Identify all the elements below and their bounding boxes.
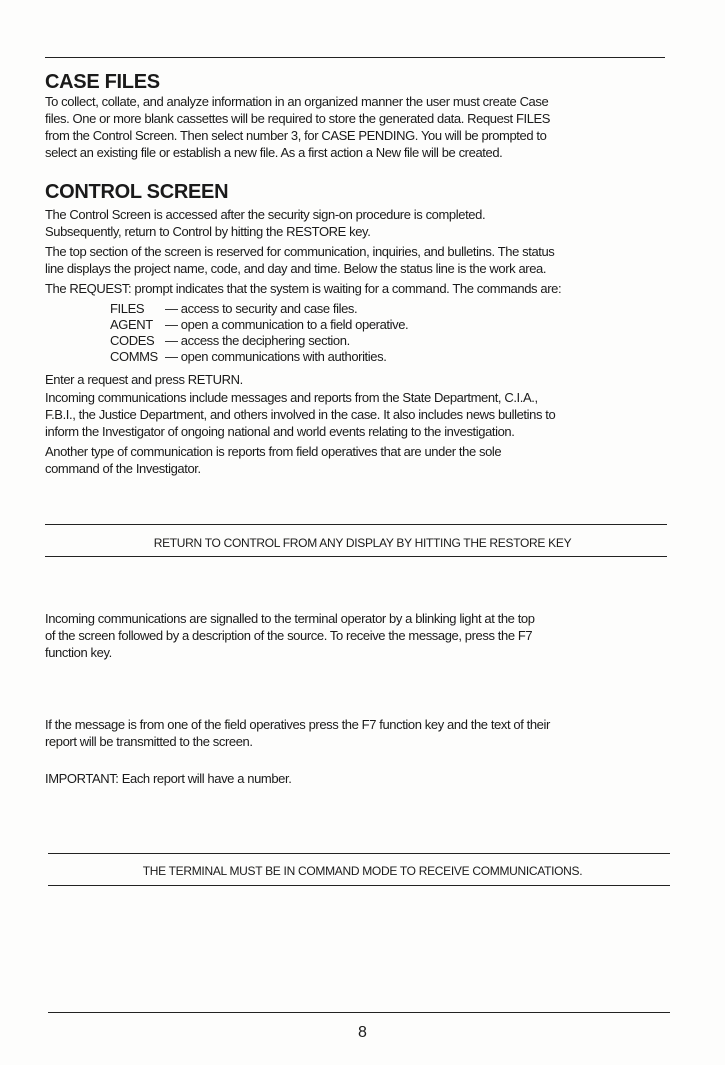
case-files-body: To collect, collate, and analyze information in an organized manner the user must create Case files. One or more blank cassettes will be required to store the generated data. Request FILES from the Control Screen. Then select number 3, for CASE PENDING. You will be prompted to select an existing file or establish a new file. As a first action a New file will be created. — [45, 94, 551, 160]
command-name: FILES — [110, 301, 145, 316]
bottom-rule — [48, 1012, 670, 1013]
command-desc: — access to security and case files. — [165, 301, 358, 316]
control-screen-para-4: Enter a request and press RETURN. — [45, 372, 243, 387]
command-desc: — access the deciphering section. — [165, 333, 350, 348]
command-desc: — open communications with authorities. — [165, 349, 387, 364]
control-screen-heading: CONTROL SCREEN — [45, 181, 229, 203]
page-number: 8 — [358, 1024, 367, 1041]
incoming-para-2: If the message is from one of the field operatives press the F7 function key and the text of their report will be transmitted to the screen. — [45, 717, 550, 749]
command-name: AGENT — [110, 317, 153, 332]
command-name: COMMS — [110, 349, 158, 364]
restore-key-banner: RETURN TO CONTROL FROM ANY DISPLAY BY HITTING THE RESTORE KEY — [153, 536, 572, 550]
command-desc: — open a communication to a field operative. — [165, 317, 409, 332]
command-row-comms — [110, 348, 386, 365]
command-banner-bottom-rule — [48, 885, 670, 886]
control-screen-para-1: The Control Screen is accessed after the security sign-on procedure is completed. Subsequently, return to Control by hitting the RESTORE key. — [45, 207, 486, 239]
restore-banner-bottom-rule — [45, 556, 667, 557]
control-screen-para-3: The REQUEST: prompt indicates that the system is waiting for a command. The commands are: — [45, 281, 562, 296]
command-row-agent — [110, 316, 408, 333]
command-row-files — [110, 300, 357, 317]
top-rule — [45, 57, 665, 58]
control-screen-para-6: Another type of communication is reports from field operatives that are under the sole command of the Investigator. — [45, 444, 502, 476]
command-banner-top-rule — [48, 853, 670, 854]
control-screen-para-2: The top section of the screen is reserved for communication, inquiries, and bulletins. The status line displays the project name, code, and day and time. Below the status line is the work area. — [45, 244, 555, 276]
command-row-codes — [110, 332, 350, 349]
command-name: CODES — [110, 333, 155, 348]
restore-banner-top-rule — [45, 524, 667, 525]
incoming-para-3: IMPORTANT: Each report will have a number. — [45, 771, 292, 786]
control-screen-para-5: Incoming communications include messages and reports from the State Department, C.I.A., F.B.I., the Justice Department, and others involved in the case. It also includes news bulletins to inform the Investigator of ongoing national and world events relating to the investigation. — [45, 390, 556, 439]
incoming-para-1: Incoming communications are signalled to the terminal operator by a blinking light at the top of the screen followed by a description of the source. To receive the message, press the F7 function key. — [45, 611, 535, 660]
case-files-heading: CASE FILES — [45, 71, 160, 93]
command-mode-banner: THE TERMINAL MUST BE IN COMMAND MODE TO RECEIVE COMMUNICATIONS. — [142, 864, 583, 878]
